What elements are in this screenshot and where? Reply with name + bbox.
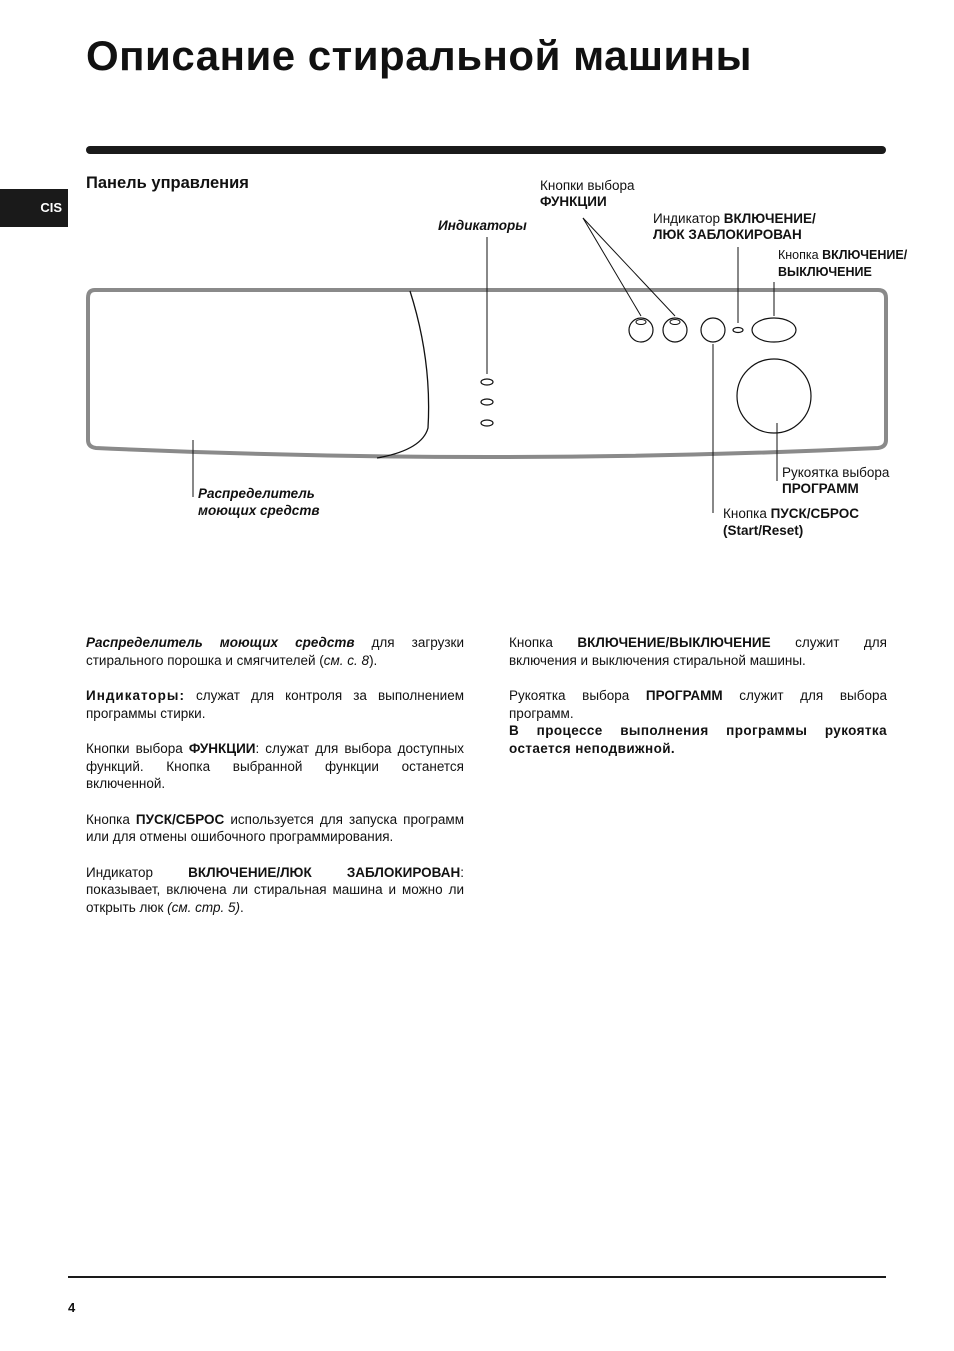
paragraph-start-reset: Кнопка ПУСК/СБРОС используется для запуска программ или для отмены ошибочного программирования. bbox=[86, 811, 464, 844]
paragraph-program-knob: Рукоятка выбора ПРОГРАММ служит для выбора программ. bbox=[509, 688, 887, 721]
indicator-led-3 bbox=[481, 420, 493, 426]
dispenser-edge bbox=[377, 291, 429, 458]
page-title: Описание стиральной машины bbox=[86, 32, 753, 79]
section-title: Панель управления bbox=[86, 174, 249, 192]
power-lock-led bbox=[733, 328, 743, 333]
callout-start-reset: Кнопка ПУСК/СБРОС (Start/Reset) bbox=[723, 506, 859, 538]
right-text-column bbox=[509, 634, 887, 775]
footer-rule bbox=[68, 1276, 886, 1278]
callout-power-button: Кнопка ВКЛЮЧЕНИЕ/ ВЫКЛЮЧЕНИЕ bbox=[778, 248, 908, 279]
function-button-2 bbox=[663, 318, 687, 342]
paragraph-power-lock-indicator: Индикатор ВКЛЮЧЕНИЕ/ЛЮК ЗАБЛОКИРОВАН: показывает, включена ли стиральная машина и можно ли открыть люк (см. стр. 5). bbox=[86, 864, 464, 915]
page-number: 4 bbox=[68, 1300, 76, 1315]
power-button bbox=[752, 318, 796, 342]
indicator-led-2 bbox=[481, 399, 493, 405]
paragraph-function-buttons: Кнопки выбора ФУНКЦИИ: служат для выбора доступных функций. Кнопка выбранной функции останется включенной. bbox=[86, 741, 465, 791]
callout-function-buttons: Кнопки выбора ФУНКЦИИ bbox=[540, 178, 635, 209]
language-tab: CIS bbox=[0, 189, 68, 227]
paragraph-knob-note: В процессе выполнения программы рукоятка остается неподвижной. bbox=[509, 723, 887, 756]
left-text-column bbox=[86, 634, 464, 934]
indicator-led-1 bbox=[481, 379, 493, 385]
function-button-1 bbox=[629, 318, 653, 342]
paragraph-dispenser: Распределитель моющих средств для загрузки стирального порошка и смягчителей (см. с. 8). bbox=[86, 635, 464, 668]
callout-indicators: Индикаторы bbox=[438, 218, 527, 233]
callout-power-lock-indicator: Индикатор ВКЛЮЧЕНИЕ/ ЛЮК ЗАБЛОКИРОВАН bbox=[653, 211, 816, 242]
callout-program-knob: Рукоятка выбора ПРОГРАММ bbox=[782, 465, 890, 496]
program-knob bbox=[737, 359, 811, 433]
callout-detergent-dispenser: Распределитель моющих средств bbox=[198, 486, 320, 518]
paragraph-indicators: Индикаторы: служат для контроля за выполнением программы стирки. bbox=[86, 688, 464, 721]
paragraph-power-button: Кнопка ВКЛЮЧЕНИЕ/ВЫКЛЮЧЕНИЕ служит для включения и выключения стиральной машины. bbox=[509, 635, 887, 668]
start-reset-button bbox=[701, 318, 725, 342]
